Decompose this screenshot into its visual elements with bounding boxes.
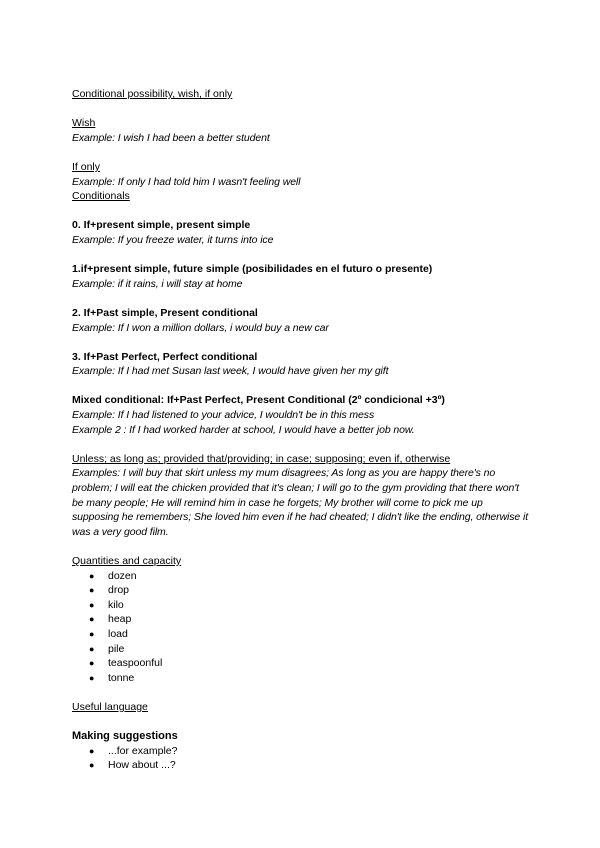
list-item [72, 569, 532, 584]
list-item [72, 656, 532, 671]
conditional-third-example: Example: If I had met Susan last week, I would have given her my gift [72, 365, 389, 378]
list-item [72, 583, 532, 598]
list-item-label: drop [108, 584, 130, 597]
conditionals-heading: Conditionals [72, 190, 130, 203]
spacer [72, 685, 532, 700]
wish-heading: Wish [72, 117, 96, 130]
bullet-icon: ● [89, 658, 95, 669]
bullet-icon: ● [89, 628, 95, 639]
connectors-examples: Examples: I will buy that skirt unless my mum disagrees; As long as you are happy there's no problem; I will eat the chicken provided that it's clean; I will go to the gym providing that there won't be many people; He will remind him in case he forgets; My brother will come to pick me up supposing he remembers; She loved him even if he had cheated; I didn't like the ending, otherwise it was a very good film. [72, 467, 529, 538]
if-only-heading: If only [72, 160, 101, 173]
conditional-first-example: Example: if it rains, i will stay at home [72, 277, 243, 290]
useful-language-heading: Useful language [72, 700, 148, 713]
spacer [72, 248, 532, 263]
spacer [72, 204, 532, 219]
conditional-mixed-example-2: Example 2 : If I had worked harder at school, I would have a better job now. [72, 423, 415, 436]
list-item-label: ...for example? [108, 744, 178, 757]
spacer [72, 102, 532, 117]
conditional-mixed-example-1: Example: If I had listened to your advice, I wouldn't be in this mess [72, 409, 375, 422]
spacer [72, 437, 532, 452]
spacer [72, 715, 532, 730]
document-title: Conditional possibility, wish, if only [72, 88, 233, 100]
list-item-label: dozen [108, 569, 137, 582]
bullet-icon: ● [89, 672, 95, 683]
spacer [72, 335, 532, 350]
quantities-heading: Quantities and capacity [72, 555, 182, 567]
spacer [72, 291, 532, 306]
list-item [72, 612, 532, 627]
list-item [72, 671, 532, 686]
document-page [72, 87, 532, 773]
list-item [72, 758, 532, 773]
conditional-mixed-title: Mixed conditional: If+Past Perfect, Present Conditional (2º condicional +3º) [72, 394, 445, 407]
wish-example: Example: I wish I had been a better student [72, 131, 270, 144]
list-item-label: kilo [108, 598, 124, 611]
conditional-first-title: 1.if+present simple, future simple (posibilidades en el futuro o presente) [72, 263, 433, 276]
bullet-icon: ● [89, 745, 95, 756]
connectors-heading: Unless; as long as; provided that/providing; in case; supposing; even if, otherwise [72, 452, 451, 465]
list-item-label: tonne [108, 671, 135, 684]
list-item [72, 642, 532, 657]
list-item-label: load [108, 627, 128, 640]
quantities-list [72, 569, 532, 686]
if-only-example: Example: If only I had told him I wasn't feeling well [72, 175, 301, 188]
conditional-third-title: 3. If+Past Perfect, Perfect conditional [72, 350, 258, 363]
bullet-icon: ● [89, 570, 95, 581]
bullet-icon: ● [89, 643, 95, 654]
suggestions-heading: Making suggestions [72, 730, 178, 743]
spacer [72, 539, 532, 554]
bullet-icon: ● [89, 599, 95, 610]
bullet-icon: ● [89, 585, 95, 596]
spacer [72, 379, 532, 394]
list-item-label: How about ...? [108, 759, 176, 772]
bullet-icon: ● [89, 760, 95, 771]
conditional-zero-title: 0. If+present simple, present simple [72, 219, 251, 232]
list-item-label: heap [108, 613, 132, 626]
list-item [72, 598, 532, 613]
list-item-label: pile [108, 642, 125, 655]
spacer [72, 145, 532, 160]
list-item-label: teaspoonful [108, 657, 163, 670]
conditional-second-example: Example: If I won a million dollars, i would buy a new car [72, 321, 329, 334]
list-item [72, 627, 532, 642]
suggestions-list [72, 744, 532, 773]
bullet-icon: ● [89, 614, 95, 625]
list-item [72, 744, 532, 759]
conditional-second-title: 2. If+Past simple, Present conditional [72, 306, 258, 319]
conditional-zero-example: Example: If you freeze water, it turns into ice [72, 233, 274, 246]
